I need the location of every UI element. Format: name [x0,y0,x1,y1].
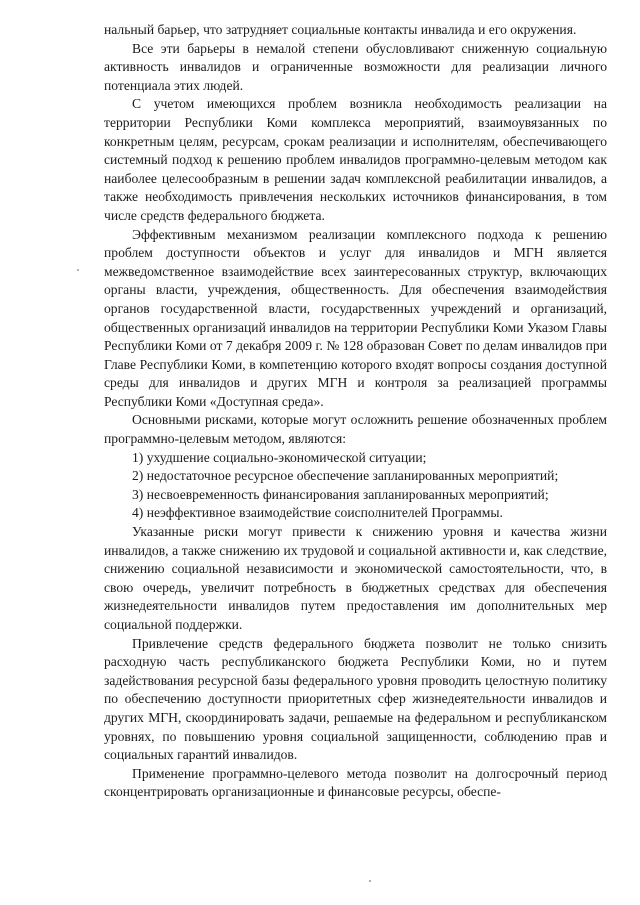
paragraph-2: Все эти барьеры в немалой степени обусловливают сниженную социальную активность инвалидов и ограниченные возможности для реализации личного потенциала этих людей. [104,40,607,93]
paragraph-8: Применение программно-целевого метода позволит на долгосрочный период сконцентрировать организационные и финансовые ресурсы, обеспе- [104,765,607,800]
list-item-4: 4) неэффективное взаимодействие соисполнителей Программы. [132,505,503,521]
paragraph-3: С учетом имеющихся проблем возникла необходимость реализации на территории Республики Коми комплекса мероприятий, взаимоувязанных по конкретным целям, ресурсам, срокам реализации и исполнителям, обеспечивающего системный подход к решению проблем инвалидов программно-целевым методом как наиболее целесообразным в решении задач комплексной реабилитации инвалидов, а также необходимость привлечения нескольких источников финансирования, в том числе средств федерального бюджета. [104,96,607,223]
paragraph-4: Эффективным механизмом реализации комплексного подхода к решению проблем доступности объектов и услуг для инвалидов и МГН является межведомственное взаимодействие всех заинтересованных структур, включающих органы власти, учреждения, общественность. Для обеспечения взаимодействия органов государственной власти, государственных учреждений и организаций, общественных организаций инвалидов на территории Республики Коми Указом Главы Республики Коми от 7 декабря 2009 г. № 128 образован Совет по делам инвалидов при Главе Республики Коми, в компетенцию которого входят вопросы создания доступной среды для инвалидов и других МГН и контроля за реализацией программы Республики Коми «Доступная среда». [104,226,607,409]
paragraph-5: Основными рисками, которые могут осложнить решение обозначенных проблем программно-целевым методом, являются: [104,412,607,447]
paragraph-6: Указанные риски могут привести к снижению уровня и качества жизни инвалидов, а также снижению их трудовой и социальной активности и, как следствие, снижению социальной независимости и экономической самостоятельности, что, в свою очередь, увеличит потребность в бюджетных средствах для обеспечения жизнедеятельности инвалидов путем предоставления им дополнительных мер социальной поддержки. [104,524,607,632]
paragraph-1: нальный барьер, что затрудняет социальные контакты инвалида и его окружения. [104,22,577,37]
list-item-2: 2) недостаточное ресурсное обеспечение запланированных мероприятий; [132,468,559,484]
scan-artifact-dot [369,880,371,882]
list-item-1: 1) ухудшение социально-экономической ситуации; [132,449,427,465]
scan-artifact-dot [77,269,79,271]
paragraph-7: Привлечение средств федерального бюджета позволит не только снизить расходную часть республиканского бюджета Республики Коми, но и путем задействования ресурсной базы федерального уровня проводить целостную политику по обеспечению доступности приоритетных сфер жизнедеятельности инвалидов и других МГН, скоординировать задачи, решаемые на федеральном и республиканском уровнях, по повышению уровня социальной защищенности, соблюдению прав и социальных гарантий инвалидов. [104,635,607,763]
list-item-3: 3) несвоевременность финансирования запланированных мероприятий; [132,486,549,502]
document-page [104,21,607,802]
